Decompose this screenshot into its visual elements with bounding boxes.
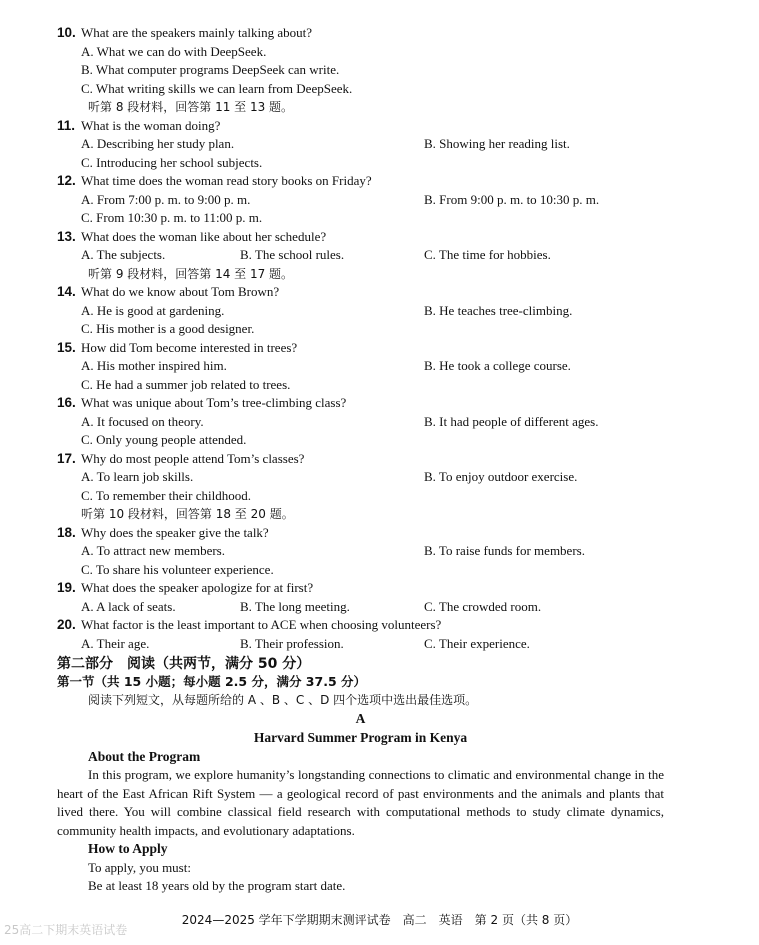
option-b: B. What computer programs DeepSeek can write. [81, 62, 340, 77]
question-number: 16. [57, 395, 76, 410]
question-text: How did Tom become interested in trees? [81, 339, 298, 355]
question-text: What factor is the least important to ACE when choosing volunteers? [81, 617, 442, 632]
reading-directions: 阅读下列短文，从每题所给的 A 、B 、C 、D 四个选项中选出最佳选项。 [88, 693, 478, 707]
option-row [0, 302, 759, 321]
question-13 [0, 228, 759, 247]
instruction-seg10: 听第 10 段材料，回答第 18 至 20 题。 [81, 507, 294, 521]
heading-row [0, 840, 759, 859]
question-20 [0, 616, 759, 635]
question-14 [0, 283, 759, 302]
option-b: B. Showing her reading list. [424, 136, 570, 151]
option-c: C. To share his volunteer experience. [81, 561, 274, 577]
option-b: B. The long meeting. [240, 598, 350, 614]
passage-letter-row [0, 710, 759, 729]
question-number: 17. [57, 450, 76, 466]
question-number: 13. [57, 228, 76, 244]
option-row [0, 191, 759, 210]
option-c: C. His mother is a good designer. [81, 321, 255, 336]
option-row [0, 635, 759, 654]
option-a: A. To learn job skills. [81, 469, 194, 484]
question-16 [0, 394, 759, 413]
option-row [0, 431, 759, 450]
option-b: B. The school rules. [240, 247, 345, 262]
part2-title: 第二部分 阅读（共两节，满分 50 分） [57, 656, 311, 672]
option-b: B. To enjoy outdoor exercise. [424, 469, 578, 484]
question-10 [0, 24, 759, 43]
option-a: A. His mother inspired him. [81, 358, 227, 373]
listening-instruction [0, 98, 759, 117]
option-row [0, 246, 759, 265]
option-c: C. The time for hobbies. [424, 247, 551, 262]
question-number: 19. [57, 580, 76, 595]
option-c: C. Only young people attended. [81, 432, 247, 447]
directions-row [0, 691, 759, 710]
question-11 [0, 117, 759, 136]
how-to-apply-heading: How to Apply [88, 841, 168, 856]
about-program-paragraph: In this program, we explore humanity’s longstanding connections to climatic and environmental change in the heart of the East African Rift System — a geological record of past environments and the animals and plants that lived there. You will combine classical field research with computational methods to study climate dynamics, community health impacts, and evolutionary adaptations. [57, 767, 664, 838]
question-12 [0, 172, 759, 191]
option-row [0, 61, 759, 80]
option-b: B. It had people of different ages. [424, 413, 599, 429]
option-c: C. To remember their childhood. [81, 487, 251, 503]
passage-letter: A [355, 711, 366, 726]
option-a: A. A lack of seats. [81, 598, 176, 614]
option-b: B. He took a college course. [424, 358, 571, 373]
instruction-seg8: 听第 8 段材料，回答第 11 至 13 题。 [88, 100, 294, 114]
option-row [0, 135, 759, 154]
apply-item-age: Be at least 18 years old by the program start date. [88, 878, 346, 893]
option-c: C. What writing skills we can learn from DeepSeek. [81, 80, 353, 96]
option-c: C. Introducing her school subjects. [81, 154, 263, 170]
option-c: C. The crowded room. [424, 598, 542, 614]
heading-row [0, 748, 759, 767]
listening-instruction [0, 505, 759, 524]
question-18 [0, 524, 759, 543]
question-number: 15. [57, 339, 76, 355]
question-17 [0, 450, 759, 469]
question-text: What time does the woman read story books on Friday? [81, 173, 372, 188]
option-row [0, 320, 759, 339]
option-a: A. The subjects. [81, 247, 166, 262]
listening-instruction [0, 265, 759, 284]
question-15 [0, 339, 759, 358]
option-row [0, 542, 759, 561]
instruction-seg9: 听第 9 段材料，回答第 14 至 17 题。 [88, 266, 294, 281]
question-text: What does the woman like about her schedule? [81, 228, 327, 244]
passage-title-row [0, 729, 759, 748]
option-a: A. Describing her study plan. [81, 136, 235, 151]
part2-heading-row [0, 654, 759, 674]
page-footer: 2024—2025 学年下学期期末测评试卷 高二 英语 第 2 页（共 8 页） [181, 913, 578, 927]
option-row [0, 413, 759, 432]
option-row [0, 376, 759, 395]
option-b: B. Their profession. [240, 635, 344, 651]
option-b: B. He teaches tree-climbing. [424, 302, 573, 318]
section1-title: 第一节（共 15 小题；每小题 2.5 分，满分 37.5 分） [57, 674, 366, 689]
option-row [0, 80, 759, 99]
option-row [0, 357, 759, 376]
option-a: A. Their age. [81, 635, 150, 651]
question-number: 12. [57, 173, 76, 188]
option-a: A. What we can do with DeepSeek. [81, 43, 267, 59]
option-row [0, 43, 759, 62]
question-number: 18. [57, 524, 76, 540]
question-number: 11. [57, 117, 76, 133]
option-b: B. From 9:00 p. m. to 10:30 p. m. [424, 191, 600, 207]
option-c: C. He had a summer job related to trees. [81, 376, 291, 392]
question-19 [0, 579, 759, 598]
option-b: B. To raise funds for members. [424, 543, 585, 558]
option-row [0, 598, 759, 617]
question-text: What is the woman doing? [81, 117, 221, 133]
question-text: What are the speakers mainly talking about? [81, 25, 313, 40]
question-text: What does the speaker apologize for at first? [81, 580, 314, 595]
passage-title: Harvard Summer Program in Kenya [253, 730, 468, 745]
option-a: A. He is good at gardening. [81, 302, 225, 318]
about-program-heading: About the Program [88, 748, 201, 764]
apply-intro-row [0, 859, 759, 878]
option-row [0, 209, 759, 228]
question-text: Why does the speaker give the talk? [81, 524, 269, 540]
question-text: Why do most people attend Tom’s classes? [81, 450, 305, 466]
option-row [0, 487, 759, 506]
watermark-text: 25高二下期末英语试卷 [4, 923, 128, 937]
question-number: 20. [57, 617, 76, 632]
apply-item-row [0, 877, 759, 896]
option-c: C. Their experience. [424, 635, 530, 651]
option-row [0, 154, 759, 173]
option-row [0, 468, 759, 487]
option-row [0, 561, 759, 580]
apply-intro: To apply, you must: [88, 859, 191, 875]
option-a: A. From 7:00 p. m. to 9:00 p. m. [81, 191, 251, 207]
question-number: 14. [57, 284, 76, 299]
question-text: What do we know about Tom Brown? [81, 284, 280, 299]
option-a: A. It focused on theory. [81, 413, 204, 429]
option-a: A. To attract new members. [81, 543, 225, 558]
option-c: C. From 10:30 p. m. to 11:00 p. m. [81, 210, 263, 225]
question-text: What was unique about Tom’s tree-climbing class? [81, 395, 347, 410]
question-number: 10. [57, 25, 76, 40]
section1-heading-row [0, 673, 759, 692]
